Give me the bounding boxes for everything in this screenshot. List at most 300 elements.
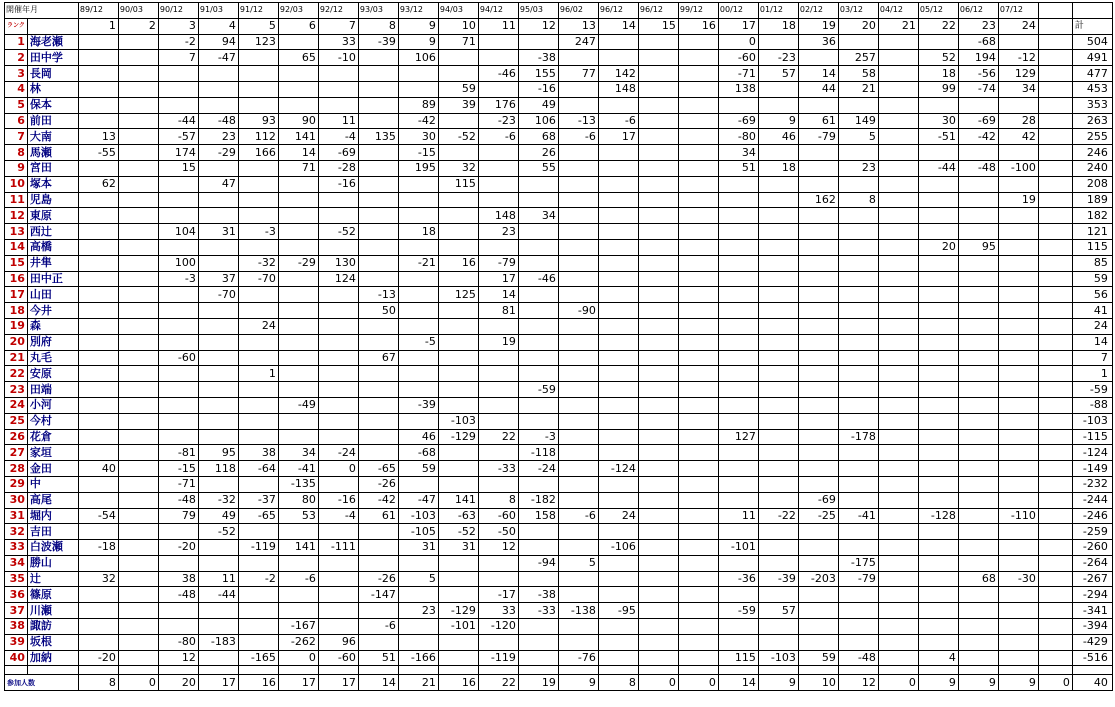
player-name: 田中学 [27,50,78,66]
participant-count: 14 [718,675,758,691]
score-cell: 166 [238,145,278,161]
score-cell: 14 [478,287,518,303]
score-cell [558,239,598,255]
score-cell: -166 [398,650,438,666]
score-cell [238,97,278,113]
score-cell: 93 [238,113,278,129]
score-cell [838,224,878,240]
score-cell: 62 [78,176,118,192]
rank-cell: 19 [5,318,28,334]
score-cell [878,461,918,477]
score-cell [838,476,878,492]
player-name: 今村 [27,413,78,429]
score-cell [878,34,918,50]
score-cell [398,318,438,334]
score-cell [758,492,798,508]
score-cell [838,413,878,429]
score-cell [478,192,518,208]
score-cell [318,334,358,350]
rank-cell: 26 [5,429,28,445]
score-cell: -41 [278,461,318,477]
table-row [5,271,1113,287]
total-cell: -394 [1072,619,1112,635]
table-row [5,413,1113,429]
date-cell: 93/12 [398,3,438,19]
score-cell [1038,192,1072,208]
score-cell [798,555,838,571]
score-cell: 34 [278,445,318,461]
total-cell: 240 [1072,160,1112,176]
score-cell: -101 [718,540,758,556]
score-cell: -25 [798,508,838,524]
score-cell [358,524,398,540]
score-cell [558,271,598,287]
session-number: 23 [958,18,998,34]
score-cell: 100 [158,255,198,271]
score-cell [358,445,398,461]
score-cell [78,476,118,492]
score-cell [878,571,918,587]
score-cell [638,81,678,97]
score-cell [518,476,558,492]
score-cell [678,603,718,619]
table-row [5,508,1113,524]
score-cell [398,208,438,224]
score-cell [918,603,958,619]
score-cell [758,303,798,319]
rank-cell: 31 [5,508,28,524]
score-cell: -16 [518,81,558,97]
score-cell [118,192,158,208]
total-cell: 504 [1072,34,1112,50]
session-number: 24 [998,18,1038,34]
date-cell: 90/12 [158,3,198,19]
score-cell [278,271,318,287]
table-row [5,145,1113,161]
score-cell [558,619,598,635]
score-cell [758,413,798,429]
score-cell [798,160,838,176]
score-cell: 33 [478,603,518,619]
score-cell [878,413,918,429]
total-cell: -88 [1072,397,1112,413]
score-cell: -74 [958,81,998,97]
score-cell [598,476,638,492]
score-cell: 155 [518,66,558,82]
score-cell [718,208,758,224]
player-name: 児島 [27,192,78,208]
spacer-cell [278,666,318,675]
score-cell [878,145,918,161]
score-cell: -13 [558,113,598,129]
participant-count: 19 [518,675,558,691]
score-cell: 34 [718,145,758,161]
score-cell: 71 [438,34,478,50]
score-cell [478,160,518,176]
score-cell [758,476,798,492]
score-cell [958,524,998,540]
score-cell [1038,445,1072,461]
score-cell: -47 [198,50,238,66]
score-cell [598,587,638,603]
score-cell [478,366,518,382]
score-cell [558,224,598,240]
score-cell [918,492,958,508]
score-cell [558,192,598,208]
score-cell: 42 [998,129,1038,145]
score-cell: 5 [838,129,878,145]
score-cell: -69 [958,113,998,129]
score-cell [638,129,678,145]
score-cell [878,555,918,571]
score-cell: 130 [318,255,358,271]
participant-count: 17 [198,675,238,691]
player-name: 前田 [27,113,78,129]
total-cell: 208 [1072,176,1112,192]
score-cell [158,287,198,303]
score-cell [878,66,918,82]
rank-cell: 14 [5,239,28,255]
session-number: 13 [558,18,598,34]
score-cell [758,176,798,192]
rank-cell: 25 [5,413,28,429]
score-cell [958,413,998,429]
table-row [5,429,1113,445]
score-cell [118,413,158,429]
score-cell [318,619,358,635]
score-cell: -101 [438,619,478,635]
score-cell [678,334,718,350]
table-row [5,287,1113,303]
score-cell [678,303,718,319]
score-cell [118,34,158,50]
score-cell: -52 [318,224,358,240]
score-cell [558,492,598,508]
score-cell [438,50,478,66]
score-cell [358,255,398,271]
score-cell [558,350,598,366]
score-cell [918,461,958,477]
total-cell: -341 [1072,603,1112,619]
session-number-row [5,18,1113,34]
score-cell [78,303,118,319]
score-cell [278,318,318,334]
score-cell [718,476,758,492]
score-cell [598,397,638,413]
score-cell [158,334,198,350]
score-cell [918,334,958,350]
score-cell [758,429,798,445]
player-name: 白波瀬 [27,540,78,556]
score-cell [158,382,198,398]
score-cell [278,66,318,82]
score-cell: -20 [78,650,118,666]
score-cell: -80 [718,129,758,145]
score-cell [118,397,158,413]
score-cell [638,318,678,334]
score-cell: -32 [198,492,238,508]
score-cell [438,239,478,255]
score-cell [598,224,638,240]
score-cell: -178 [838,429,878,445]
score-cell [238,587,278,603]
score-cell: -54 [78,508,118,524]
score-cell [558,366,598,382]
score-cell [318,239,358,255]
score-cell: 142 [598,66,638,82]
score-cell [478,571,518,587]
score-cell [958,650,998,666]
table-row [5,603,1113,619]
score-cell [78,634,118,650]
score-cell [638,334,678,350]
score-cell: -81 [158,445,198,461]
score-cell [518,397,558,413]
score-cell [958,97,998,113]
score-cell: -100 [998,160,1038,176]
score-cell [1038,271,1072,287]
date-cell: 99/12 [678,3,718,19]
score-cell [558,255,598,271]
score-cell: 125 [438,287,478,303]
score-cell [398,476,438,492]
score-cell [198,650,238,666]
score-cell: 123 [238,34,278,50]
score-cell [158,239,198,255]
score-cell [678,34,718,50]
score-cell [78,255,118,271]
score-cell: -16 [318,176,358,192]
score-cell [278,303,318,319]
score-cell [638,476,678,492]
total-cell: 56 [1072,287,1112,303]
score-cell [958,271,998,287]
score-cell [638,192,678,208]
score-cell [918,540,958,556]
participant-count: 17 [318,675,358,691]
score-cell [278,366,318,382]
score-cell [958,318,998,334]
session-number: 17 [718,18,758,34]
score-cell [438,382,478,398]
score-cell [758,634,798,650]
score-cell [198,303,238,319]
score-cell [78,413,118,429]
score-cell [678,397,718,413]
score-cell [518,524,558,540]
rank-cell: 12 [5,208,28,224]
score-cell: 257 [838,50,878,66]
score-cell [718,587,758,603]
score-cell [918,366,958,382]
score-cell: 38 [238,445,278,461]
rank-cell: 11 [5,192,28,208]
score-cell [878,97,918,113]
score-cell: 23 [838,160,878,176]
score-cell [878,429,918,445]
score-cell [678,145,718,161]
score-cell [718,255,758,271]
score-cell [198,429,238,445]
score-cell [438,366,478,382]
score-cell [678,81,718,97]
rank-cell: 35 [5,571,28,587]
score-cell [558,587,598,603]
score-cell [958,303,998,319]
total-header: 計 [1072,18,1112,34]
score-cell: 8 [478,492,518,508]
score-cell [838,382,878,398]
score-cell: 158 [518,508,558,524]
score-cell [758,540,798,556]
table-row [5,97,1113,113]
score-cell [398,81,438,97]
score-cell: 17 [478,271,518,287]
score-cell [318,603,358,619]
rank-cell: 4 [5,81,28,97]
score-cell [118,619,158,635]
player-name: 別府 [27,334,78,350]
score-cell: -120 [478,619,518,635]
score-cell [478,397,518,413]
score-cell [1038,429,1072,445]
score-cell [78,50,118,66]
score-cell [798,287,838,303]
score-cell [598,382,638,398]
score-cell: -60 [318,650,358,666]
score-cell: 95 [958,239,998,255]
score-cell [918,429,958,445]
table-row [5,397,1113,413]
score-cell [598,429,638,445]
score-cell [638,271,678,287]
score-cell [878,208,918,224]
score-cell: -12 [998,50,1038,66]
player-name: 吉田 [27,524,78,540]
score-cell: 46 [758,129,798,145]
session-number: 5 [238,18,278,34]
score-cell [238,397,278,413]
score-cell [518,619,558,635]
score-cell [958,634,998,650]
score-cell [118,350,158,366]
score-cell [758,318,798,334]
score-cell [318,429,358,445]
score-cell: 61 [798,113,838,129]
score-cell [998,303,1038,319]
score-cell [958,508,998,524]
score-cell [718,303,758,319]
score-cell [998,176,1038,192]
score-cell: 96 [318,634,358,650]
score-cell: -165 [238,650,278,666]
participant-count: 21 [398,675,438,691]
participant-count: 0 [678,675,718,691]
score-cell: 22 [478,429,518,445]
score-cell [918,524,958,540]
score-cell [998,555,1038,571]
total-cell: 41 [1072,303,1112,319]
score-cell [958,192,998,208]
score-cell: -42 [958,129,998,145]
score-cell: -29 [278,255,318,271]
score-cell [758,334,798,350]
participant-count: 8 [78,675,118,691]
score-cell [998,318,1038,334]
score-cell [238,81,278,97]
score-cell: 174 [158,145,198,161]
score-cell [638,650,678,666]
score-cell [758,81,798,97]
date-cell [1038,3,1072,19]
participant-count: 0 [118,675,158,691]
score-cell [998,255,1038,271]
player-name: 田端 [27,382,78,398]
score-cell: 106 [398,50,438,66]
score-cell [238,476,278,492]
score-cell [878,255,918,271]
score-cell: 49 [198,508,238,524]
spacer-cell [398,666,438,675]
score-cell [758,366,798,382]
participant-count: 10 [798,675,838,691]
score-cell [78,366,118,382]
score-cell [238,555,278,571]
score-cell [518,255,558,271]
score-cell [358,97,398,113]
score-cell: -16 [318,492,358,508]
score-cell [798,524,838,540]
score-cell [1038,334,1072,350]
score-cell [158,397,198,413]
score-cell [358,540,398,556]
score-cell [198,397,238,413]
score-cell [678,413,718,429]
score-cell [758,461,798,477]
score-cell [958,208,998,224]
score-cell [838,445,878,461]
score-cell [78,271,118,287]
score-cell [78,224,118,240]
score-cell [358,318,398,334]
score-cell: -48 [958,160,998,176]
score-cell [1038,461,1072,477]
score-cell [838,540,878,556]
rank-cell: 15 [5,255,28,271]
player-name: 高尾 [27,492,78,508]
date-cell: 06/12 [958,3,998,19]
total-cell: 1 [1072,366,1112,382]
score-cell: -6 [278,571,318,587]
participant-count: 16 [438,675,478,691]
player-name: 安原 [27,366,78,382]
table-row [5,650,1113,666]
score-cell [638,255,678,271]
score-cell [238,239,278,255]
score-cell [638,508,678,524]
spacer-cell [478,666,518,675]
score-cell [1038,160,1072,176]
score-cell [318,524,358,540]
score-cell [838,255,878,271]
score-cell [678,476,718,492]
score-cell [438,334,478,350]
score-cell [398,587,438,603]
rank-cell: 30 [5,492,28,508]
score-cell [678,224,718,240]
spacer-cell [1072,666,1112,675]
spacer-row [5,666,1113,675]
